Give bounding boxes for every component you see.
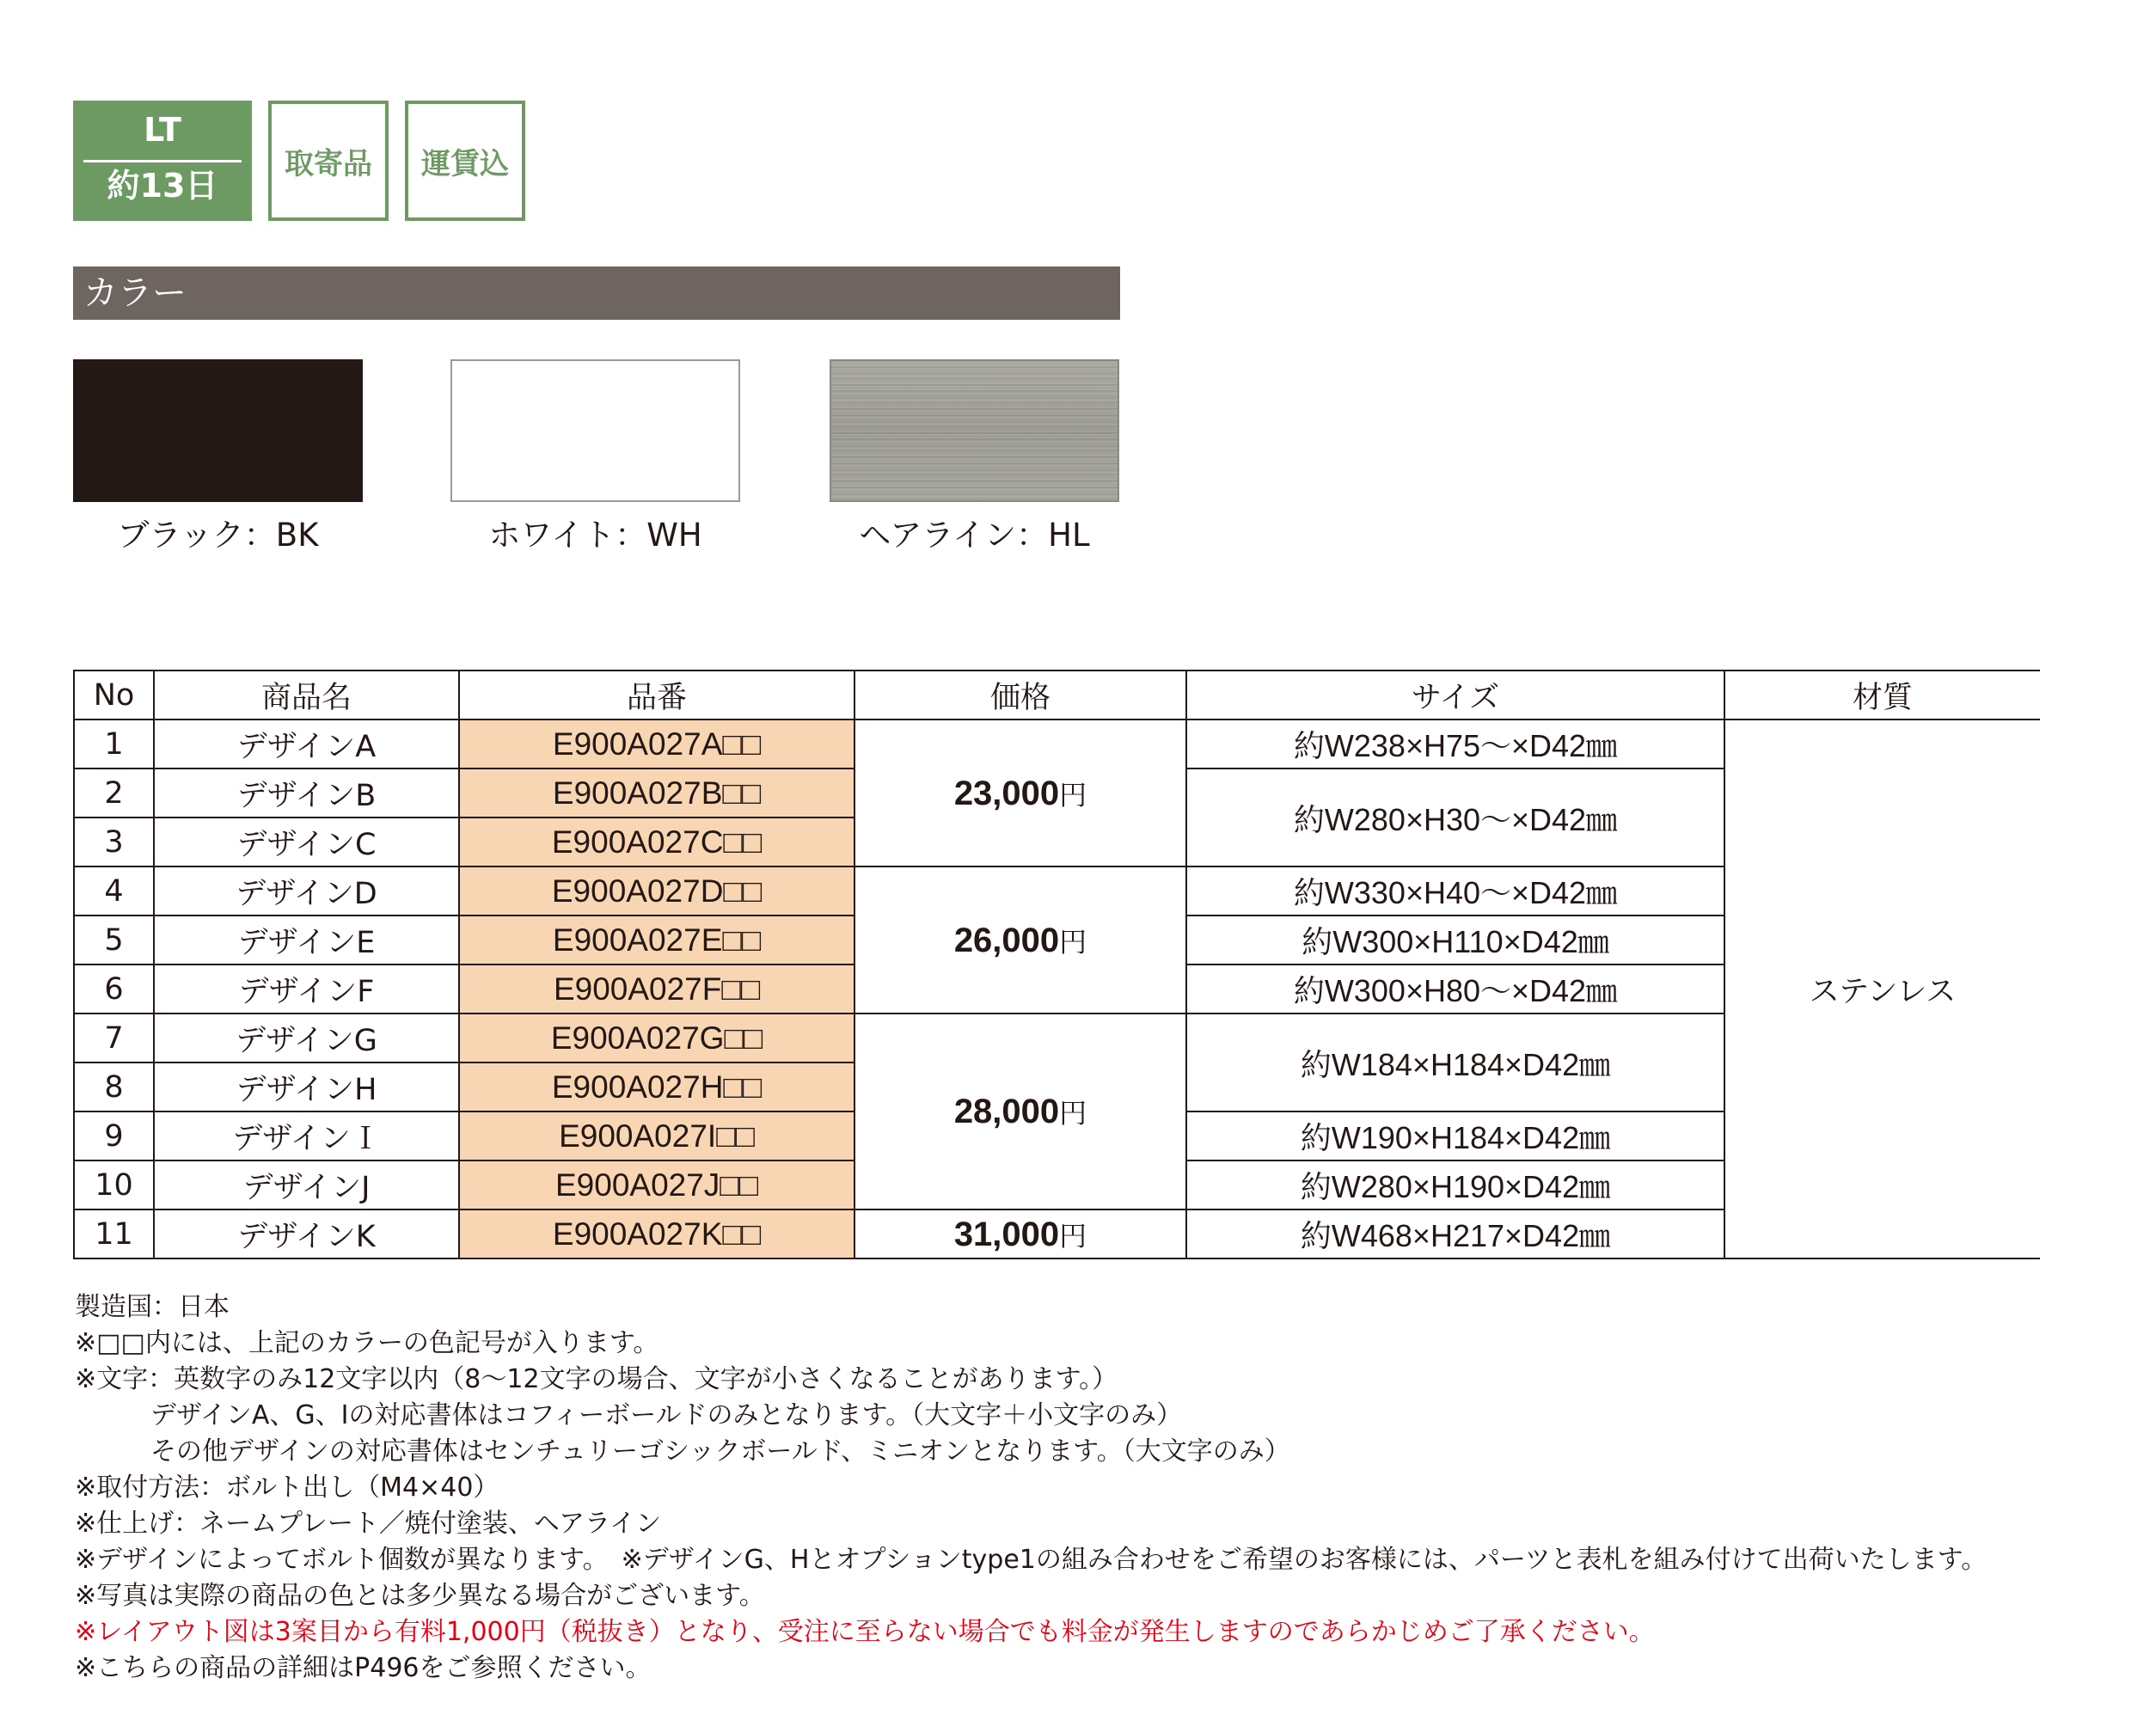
row-product-name: デザインA: [154, 720, 459, 769]
price-unit: 円: [1059, 926, 1087, 958]
size-cell: 約W238×H75～×D42㎜: [1186, 720, 1724, 769]
row-product-name: デザインJ: [154, 1160, 459, 1209]
size-cell: 約W280×H30～×D42㎜: [1186, 769, 1724, 866]
shipping-included-badge: 運賃込: [405, 101, 525, 221]
row-product-name: デザインD: [154, 866, 459, 915]
price-unit: 円: [1059, 779, 1087, 811]
row-no: 3: [74, 818, 154, 866]
price-value: 23,000: [953, 774, 1060, 812]
swatch-hairline: [830, 359, 1119, 502]
header-size: サイズ: [1186, 671, 1724, 720]
row-no: 8: [74, 1062, 154, 1111]
note-color-code: ※□□内には、上記のカラーの色記号が入ります。: [75, 1328, 659, 1358]
price-value: 26,000: [953, 921, 1060, 959]
row-no: 9: [74, 1111, 154, 1160]
note-mounting: ※取付方法：ボルト出し（M4×40）: [75, 1473, 499, 1503]
row-product-name: デザインE: [154, 915, 459, 964]
size-cell: 約W184×H184×D42㎜: [1186, 1013, 1724, 1111]
note-photo-color: ※写真は実際の商品の色とは多少異なる場合がございます。: [75, 1581, 765, 1611]
row-product-code: E900A027F□□: [459, 964, 854, 1013]
price-value: 28,000: [953, 1093, 1060, 1130]
price-cell: [854, 1013, 1186, 1209]
price-unit: 円: [1059, 1098, 1087, 1129]
swatch-black: [73, 359, 363, 502]
row-product-name: デザインH: [154, 1062, 459, 1111]
header-material: 材質: [1724, 671, 2040, 720]
swatch-white: [450, 359, 740, 502]
price-unit: 円: [1059, 1220, 1087, 1252]
notes-block: [75, 1289, 1987, 1687]
row-product-code: E900A027A□□: [459, 720, 854, 769]
price-cell: [854, 866, 1186, 1013]
table-header-row: [74, 671, 2040, 720]
badge-divider: [83, 160, 242, 162]
note-details-ref: ※こちらの商品の詳細はP496をご参照ください。: [75, 1653, 652, 1683]
swatch-hairline-label: ヘアライン：HL: [859, 517, 1090, 554]
product-spec-table: [73, 670, 2040, 1259]
row-no: 11: [74, 1209, 154, 1258]
row-product-name: デザインG: [154, 1013, 459, 1062]
header-product-code: 品番: [459, 671, 854, 720]
row-product-name: デザインC: [154, 818, 459, 866]
row-product-code: E900A027E□□: [459, 915, 854, 964]
row-no: 4: [74, 866, 154, 915]
row-product-name: デザインB: [154, 769, 459, 818]
note-font-other: その他デザインの対応書体はセンチュリーゴシックボールド、ミニオンとなります。（大文字のみ）: [150, 1436, 1290, 1467]
row-product-code: E900A027C□□: [459, 818, 854, 866]
row-product-code: E900A027K□□: [459, 1209, 854, 1258]
row-no: 1: [74, 720, 154, 769]
size-cell: 約W300×H110×D42㎜: [1186, 915, 1724, 964]
row-no: 10: [74, 1160, 154, 1209]
row-product-code: E900A027I□□: [459, 1111, 854, 1160]
header-price: 価格: [854, 671, 1186, 720]
header-no: No: [74, 671, 154, 720]
row-product-code: E900A027G□□: [459, 1013, 854, 1062]
row-product-code: E900A027D□□: [459, 866, 854, 915]
note-finish: ※仕上げ：ネームプレート／焼付塗装、ヘアライン: [75, 1509, 662, 1539]
row-product-name: デザインF: [154, 964, 459, 1013]
row-product-name: デザインＩ: [154, 1111, 459, 1160]
size-cell: 約W330×H40～×D42㎜: [1186, 866, 1724, 915]
size-cell: 約W280×H190×D42㎜: [1186, 1160, 1724, 1209]
table-row: [74, 720, 2040, 769]
note-country: 製造国：日本: [75, 1292, 230, 1322]
row-no: 7: [74, 1013, 154, 1062]
row-product-code: E900A027B□□: [459, 769, 854, 818]
price-value: 31,000: [953, 1215, 1060, 1253]
row-product-code: E900A027H□□: [459, 1062, 854, 1111]
row-product-name: デザインK: [154, 1209, 459, 1258]
lead-time-badge: [73, 101, 252, 221]
note-bolts: ※デザインによってボルト個数が異なります。 ※デザインG、Hとオプションtype1の組み合わせをご希望のお客様には、パーツと表札を組み付けて出荷いたします。: [75, 1545, 1988, 1575]
note-characters: ※文字：英数字のみ12文字以内（8～12文字の場合、文字が小さくなることがあります。）: [75, 1364, 1118, 1394]
swatch-white-label: ホワイト：WH: [488, 517, 702, 554]
order-item-badge: 取寄品: [268, 101, 389, 221]
price-cell: [854, 720, 1186, 866]
header-product-name: 商品名: [154, 671, 459, 720]
row-no: 5: [74, 915, 154, 964]
color-section-header: カラー: [73, 266, 1120, 320]
size-cell: 約W300×H80～×D42㎜: [1186, 964, 1724, 1013]
lead-time-label: LT: [144, 111, 181, 149]
swatch-black-label: ブラック：BK: [117, 517, 319, 554]
size-cell: 約W190×H184×D42㎜: [1186, 1111, 1724, 1160]
note-font-agi: デザインA、G、Iの対応書体はコフィーボールドのみとなります。（大文字＋小文字のみ）: [150, 1400, 1183, 1430]
size-cell: 約W468×H217×D42㎜: [1186, 1209, 1724, 1258]
lead-time-value: 約13日: [107, 167, 218, 205]
note-layout-fee: ※レイアウト図は3案目から有料1,000円（税抜き）となり、受注に至らない場合でも料金が発生しますのであらかじめご了承ください。: [75, 1617, 1655, 1647]
row-product-code: E900A027J□□: [459, 1160, 854, 1209]
row-no: 2: [74, 769, 154, 818]
price-cell: [854, 1209, 1186, 1258]
material-cell: ステンレス: [1724, 720, 2040, 1258]
row-no: 6: [74, 964, 154, 1013]
